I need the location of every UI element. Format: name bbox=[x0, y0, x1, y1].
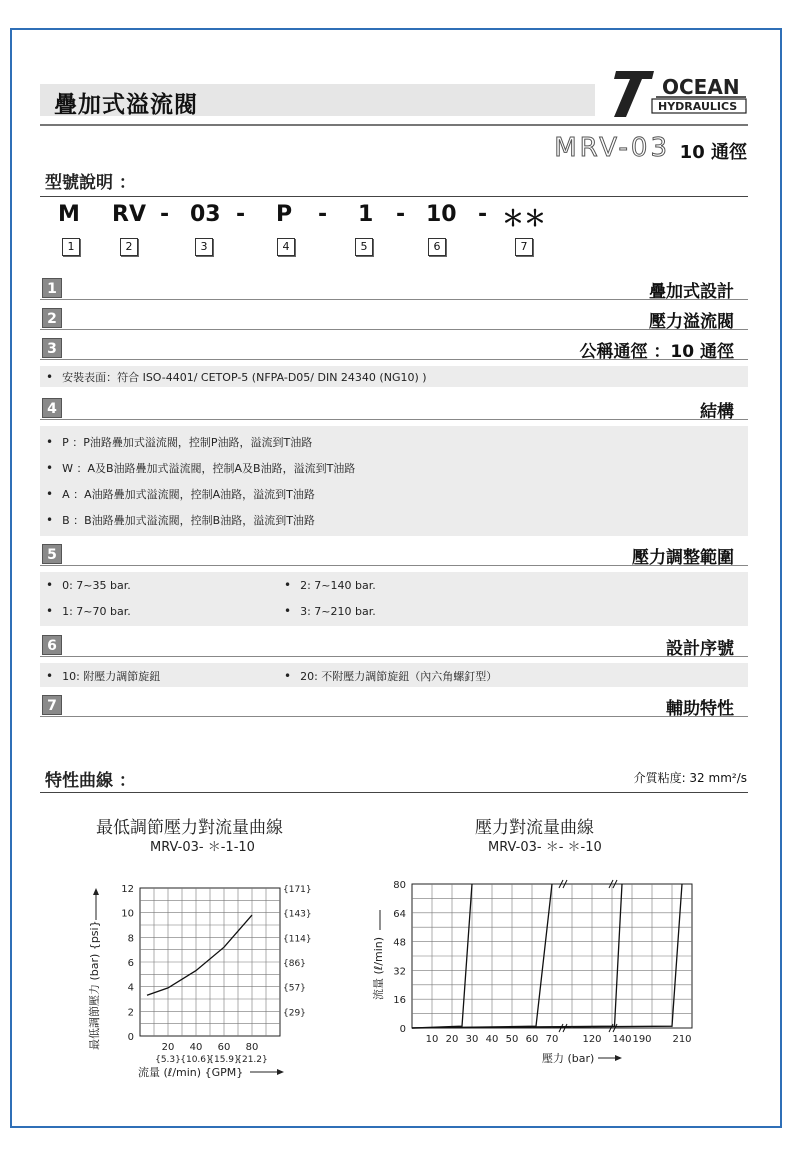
chart2-xtick-label: 70 bbox=[545, 1034, 559, 1045]
model-heading: 型號說明 ： bbox=[45, 173, 136, 193]
page-title: 疊加式溢流閥 bbox=[54, 92, 198, 118]
chart1-xtick-label: 60 bbox=[217, 1042, 231, 1053]
code-dash: - bbox=[396, 202, 406, 227]
chart1-xtick-label: 20 bbox=[161, 1042, 175, 1053]
code-number-box: 6 bbox=[428, 238, 446, 256]
title-bar bbox=[40, 84, 595, 116]
chart1-subtitle: MRV-03- ＊-1-10 bbox=[150, 840, 255, 855]
chart2-xtick-label: 140 bbox=[612, 1034, 632, 1045]
chart2-xtick-label: 50 bbox=[505, 1034, 519, 1045]
chart1-xtick-label: 80 bbox=[245, 1042, 259, 1053]
chart2-xtick-label: 60 bbox=[525, 1034, 539, 1045]
code-dash: - bbox=[478, 202, 488, 227]
code-dash: - bbox=[160, 202, 170, 227]
item-number-badge: 3 bbox=[42, 338, 62, 358]
code-structure: P bbox=[276, 202, 293, 227]
note-text: • 2: 7~140 bar. bbox=[284, 578, 376, 592]
chart2-xlabel: 壓力 (bar) bbox=[542, 1052, 595, 1065]
code-size: 03 bbox=[190, 202, 221, 227]
item-label: 輔助特性 bbox=[666, 699, 734, 719]
item-label: 壓力調整範圍 bbox=[632, 548, 734, 568]
chart1-ylabel: 最低調節壓力 (bar) {psi} bbox=[88, 920, 101, 1050]
note-text: • 20: 不附壓力調節旋鈕（內六角螺釘型） bbox=[284, 668, 497, 684]
chart1-ytick-alt-label: {57} bbox=[283, 983, 306, 994]
code-pressure: 1 bbox=[358, 202, 374, 227]
chart1-ytick-label: 6 bbox=[127, 958, 134, 969]
chart2-subtitle: MRV-03- ＊- ＊-10 bbox=[488, 840, 602, 855]
item-label: 結構 bbox=[700, 402, 734, 422]
chart1-xtick-alt-label: {5.3} bbox=[155, 1055, 181, 1065]
chart1-xtick-label: 40 bbox=[189, 1042, 203, 1053]
curves-divider bbox=[40, 792, 748, 793]
item-label: 公稱通徑 ：10 通徑 bbox=[579, 342, 734, 362]
code-number-box: 2 bbox=[120, 238, 138, 256]
code-number-box: 7 bbox=[515, 238, 533, 256]
chart2-xtick-label: 30 bbox=[465, 1034, 479, 1045]
item-number-badge: 7 bbox=[42, 695, 62, 715]
note-text: • 安裝表面：符合 ISO-4401/ CETOP-5 (NFPA-D05/ DIN 24340 (NG10) ) bbox=[46, 369, 427, 385]
chart2-ytick-label: 0 bbox=[399, 1024, 406, 1035]
ocean-logo bbox=[612, 67, 748, 119]
chart2-ytick-label: 48 bbox=[393, 937, 406, 949]
chart-min-pressure-vs-flow bbox=[70, 870, 320, 1090]
chart-flow-vs-pressure bbox=[360, 870, 720, 1080]
item-6-notes bbox=[40, 663, 748, 687]
model-size: 10 通徑 bbox=[679, 142, 747, 163]
viscosity-note: 介質粘度: 32 mm²/s bbox=[633, 771, 747, 785]
chart2-xtick-label: 10 bbox=[425, 1034, 439, 1045]
item-3-notes bbox=[40, 366, 748, 387]
code-design: 10 bbox=[426, 202, 457, 227]
code-number-box: 4 bbox=[277, 238, 295, 256]
chart2-xtick-label: 40 bbox=[485, 1034, 499, 1045]
item-row-7 bbox=[40, 693, 748, 717]
chart1-ytick-alt-label: {171} bbox=[283, 885, 312, 895]
chart1-ytick-alt-label: {143} bbox=[283, 909, 312, 920]
chart1-ytick-label: 2 bbox=[127, 1007, 134, 1019]
note-text: • B ：B油路疊加式溢流閥，控制B油路，溢流到T油路 bbox=[46, 512, 315, 528]
code-number-box: 3 bbox=[195, 238, 213, 256]
note-text: • W ：A及B油路疊加式溢流閥，控制A及B油路，溢流到T油路 bbox=[46, 460, 355, 476]
chart2-ytick-label: 80 bbox=[393, 880, 406, 891]
chart2-xtick-label: 210 bbox=[672, 1034, 692, 1045]
item-number-badge: 2 bbox=[42, 308, 62, 328]
chart1-ytick-label: 8 bbox=[127, 933, 134, 945]
note-text: • 1: 7~70 bar. bbox=[46, 604, 131, 618]
item-4-notes bbox=[40, 426, 748, 536]
chart2-ylabel: 流量 (ℓ/min) bbox=[372, 936, 385, 1000]
item-label: 疊加式設計 bbox=[649, 282, 734, 302]
curves-heading: 特性曲線 ： bbox=[45, 771, 136, 791]
item-row-6 bbox=[40, 633, 748, 657]
item-number-badge: 6 bbox=[42, 635, 62, 655]
item-row-3 bbox=[40, 336, 748, 360]
code-dash: - bbox=[318, 202, 328, 227]
chart1-ytick-alt-label: {114} bbox=[283, 934, 312, 945]
chart1-xtick-alt-label: {15.9} bbox=[208, 1055, 240, 1065]
code-dash: - bbox=[236, 202, 246, 227]
item-label: 設計序號 bbox=[666, 639, 734, 659]
chart2-title: 壓力對流量曲線 bbox=[475, 818, 594, 838]
item-number-badge: 1 bbox=[42, 278, 62, 298]
chart1-ytick-label: 12 bbox=[121, 884, 134, 895]
chart2-xtick-label: 20 bbox=[445, 1034, 459, 1045]
code-aux: ＊＊ bbox=[502, 207, 547, 232]
logo-top-text: OCEAN bbox=[662, 75, 740, 99]
chart2-xtick-label: 120 bbox=[582, 1034, 602, 1045]
chart1-title: 最低調節壓力對流量曲線 bbox=[96, 818, 283, 838]
chart2-xtick-label: 190 bbox=[632, 1034, 652, 1045]
chart1-ytick-label: 0 bbox=[127, 1032, 134, 1043]
chart1-xlabel: 流量 (ℓ/min) {GPM} bbox=[138, 1066, 244, 1079]
chart1-xtick-alt-label: {21.2} bbox=[236, 1055, 268, 1065]
item-5-notes bbox=[40, 572, 748, 626]
code-number-box: 5 bbox=[355, 238, 373, 256]
chart2-ytick-label: 32 bbox=[393, 966, 406, 978]
note-text: • 0: 7~35 bar. bbox=[46, 578, 131, 592]
code-number-box: 1 bbox=[62, 238, 80, 256]
chart1-ytick-alt-label: {86} bbox=[283, 959, 306, 969]
chart1-ytick-label: 10 bbox=[121, 908, 134, 920]
model-divider bbox=[40, 196, 748, 197]
item-row-5 bbox=[40, 542, 748, 566]
item-row-2 bbox=[40, 306, 748, 330]
title-underline bbox=[40, 124, 748, 126]
note-text: • 10: 附壓力調節旋鈕 bbox=[46, 668, 160, 684]
model-number: MRV-03 bbox=[554, 133, 670, 163]
chart2-ytick-label: 16 bbox=[393, 995, 406, 1007]
code-m: M bbox=[58, 202, 80, 227]
note-text: • A ：A油路疊加式溢流閥，控制A油路，溢流到T油路 bbox=[46, 486, 315, 502]
code-rv: RV bbox=[112, 202, 146, 227]
item-number-badge: 5 bbox=[42, 544, 62, 564]
logo-bottom-text: HYDRAULICS bbox=[658, 100, 738, 113]
item-label: 壓力溢流閥 bbox=[649, 312, 734, 332]
chart2-ytick-label: 64 bbox=[393, 908, 406, 920]
item-row-4 bbox=[40, 396, 748, 420]
chart1-ytick-label: 4 bbox=[127, 982, 134, 994]
item-row-1 bbox=[40, 276, 748, 300]
item-number-badge: 4 bbox=[42, 398, 62, 418]
note-text: • P ：P油路疊加式溢流閥，控制P油路，溢流到T油路 bbox=[46, 434, 312, 450]
chart1-xtick-alt-label: {10.6} bbox=[180, 1055, 212, 1065]
chart1-ytick-alt-label: {29} bbox=[283, 1008, 306, 1019]
note-text: • 3: 7~210 bar. bbox=[284, 604, 376, 618]
